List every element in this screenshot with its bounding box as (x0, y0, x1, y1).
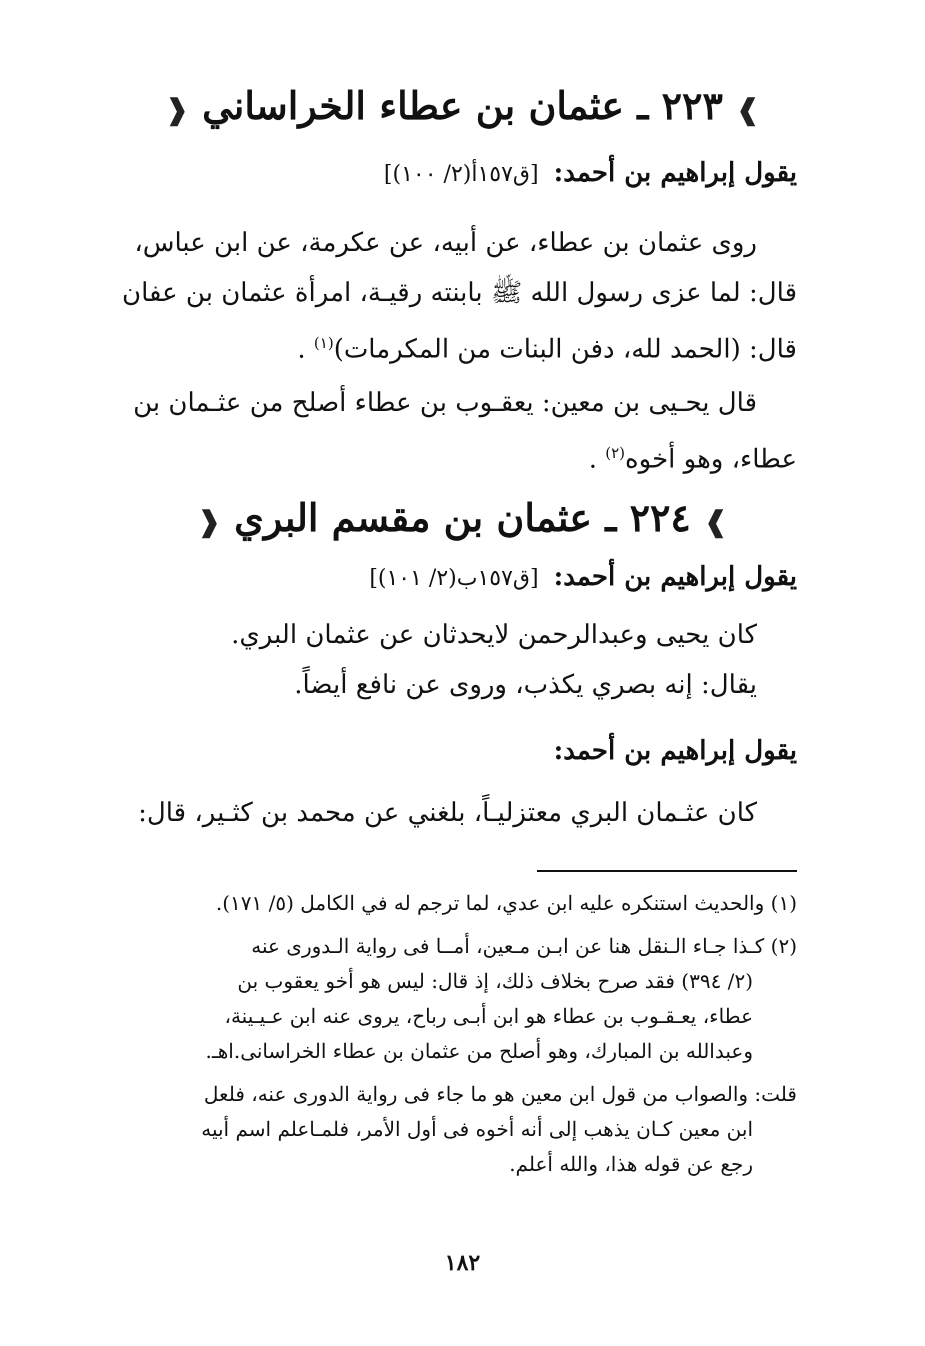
text-line: كان يحيى وعبدالرحمن لايحدثان عن عثمان البري. (231, 620, 757, 650)
entry-224-title: ٢٢٤ ـ عثمان بن مقسم البري (234, 495, 691, 540)
entry-224-body-2 (128, 788, 797, 838)
text-segment: عطاء، وهو أخوه (625, 444, 797, 475)
text-segment: . (588, 444, 606, 475)
entry-224-source-2 (128, 736, 797, 766)
text-line: يقال: إنه بصري يكذب، وروى عن نافع أيضاً. (294, 670, 757, 700)
ornament-right-icon: ❱ (704, 504, 728, 538)
footnote-separator (537, 870, 797, 872)
footnotes (128, 886, 797, 1182)
entry-224-source (128, 562, 797, 592)
source-label: يقول إبراهيم بن أحمد: (553, 562, 797, 592)
text-line: كان عثـمان البري معتزليـاً، بلغني عن محمد بن كثـير، قال: (138, 798, 757, 828)
footnote-2-line: وعبدالله بن المبارك، وهو أصلح من عثمان بن عطاء الخراسانى.اهـ. (205, 1039, 753, 1063)
editor-note-line: قلت: والصواب من قول ابن معين هو ما جاء فى رواية الدورى عنه، فلعل (203, 1082, 797, 1106)
footnote-2-line: (٢) كـذا جـاء الـنقل هنا عن ابـن مـعين، أمــا فى رواية الـدورى عنه (251, 934, 797, 958)
entry-224-body (128, 610, 797, 710)
source-label: يقول إبراهيم بن أحمد: (553, 158, 797, 188)
footnote-1: (١) والحديث استنكره عليه ابن عدي، لما ترجم له في الكامل (٥/ ١٧١). (215, 891, 797, 915)
entry-224-heading (0, 490, 925, 550)
entry-223-paragraph-2 (128, 378, 797, 485)
text-segment: قال: (الحمد لله، دفن البنات من المكرمات) (333, 334, 797, 365)
footnote-2-line: (٢/ ٣٩٤) فقد صرح بخلاف ذلك، إذ قال: ليس هو أخو يعقوب بن (237, 969, 753, 993)
ornament-right-icon: ❱ (736, 92, 760, 126)
manuscript-reference: [ق١٥٧ب(٢/ ١٠١)] (369, 566, 539, 591)
page-number: ١٨٢ (444, 1250, 481, 1276)
manuscript-reference: [ق١٥٧أ(٢/ ١٠٠)] (383, 162, 539, 187)
ornament-left-icon: ❰ (197, 504, 221, 538)
text-line: قال يحـيى بن معين: يعقـوب بن عطاء أصلح من عثـمان بن (133, 388, 757, 418)
entry-223-source (128, 158, 797, 188)
entry-223-title: ٢٢٣ ـ عثمان بن عطاء الخراساني (202, 83, 723, 128)
text-line: قال: لما عزى رسول الله ﷺ بابنته رقيـة، امرأة عثمان بن عفان (121, 278, 797, 308)
source-label: يقول إبراهيم بن أحمد: (553, 736, 797, 766)
editor-note-line: ابن معين كـان يذهب إلى أنه أخوه فى أول الأمر، فلمـاعلم اسم أبيه (201, 1117, 753, 1141)
entry-223-paragraph-1 (121, 218, 797, 375)
text-segment: . (297, 334, 314, 365)
footnote-marker: (١) (313, 334, 334, 352)
ornament-left-icon: ❰ (165, 92, 189, 126)
text-line: روى عثمان بن عطاء، عن أبيه، عن عكرمة، عن ابن عباس، (134, 228, 757, 258)
entry-223-heading (0, 78, 925, 138)
editor-note-line: رجع عن قوله هذا، والله أعلم. (509, 1152, 753, 1176)
text-line (128, 318, 797, 375)
text-line (128, 428, 797, 485)
footnote-2-line: عطاء، يعـقـوب بن عطاء هو ابن أبـى رباح، يروى عنه ابن عـيـينة، (224, 1004, 753, 1028)
footnote-marker: (٢) (605, 444, 626, 462)
